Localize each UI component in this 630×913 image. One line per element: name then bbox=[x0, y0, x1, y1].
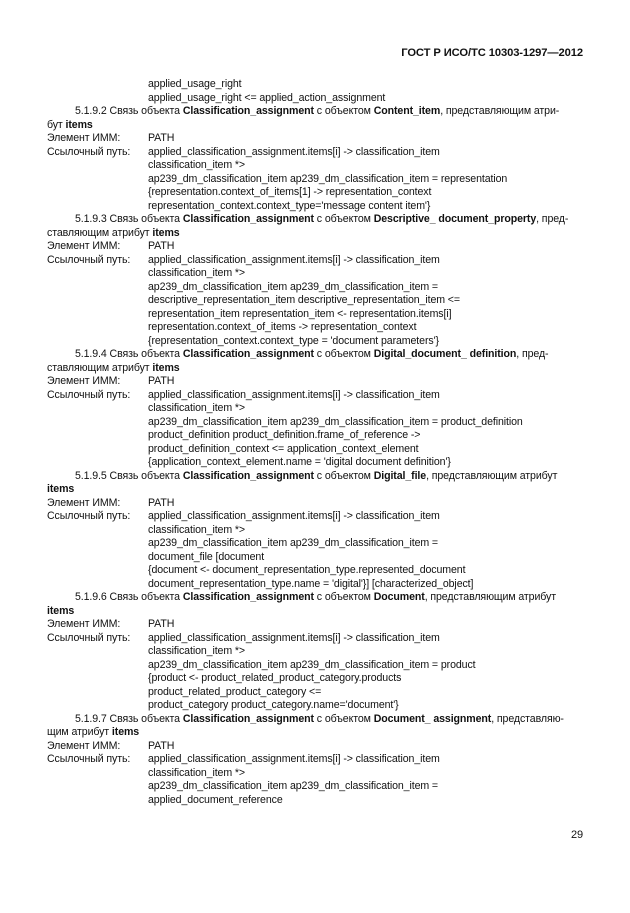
heading-text: бут bbox=[47, 118, 66, 131]
section-heading bbox=[47, 105, 583, 119]
label-spacer bbox=[47, 794, 148, 808]
reference-path-line bbox=[47, 794, 583, 808]
heading-text: , пред- bbox=[516, 348, 549, 360]
entity-name: Descriptive_ document_property bbox=[373, 213, 537, 225]
label-spacer bbox=[47, 456, 148, 470]
reference-path-line bbox=[47, 146, 583, 160]
reference-path-text: document_file [document bbox=[148, 550, 265, 563]
reference-path-line bbox=[47, 699, 583, 713]
label-spacer bbox=[47, 578, 148, 592]
label-spacer bbox=[47, 308, 148, 322]
reference-path-label: Ссылочный путь: bbox=[47, 631, 131, 644]
section-heading bbox=[47, 348, 583, 362]
reference-path-text: product_definition_context <= application_context_element bbox=[148, 442, 419, 455]
reference-path-text: ap239_dm_classification_item ap239_dm_classification_item = product_definition bbox=[148, 415, 523, 428]
label-spacer bbox=[47, 686, 148, 700]
label-spacer bbox=[47, 173, 148, 187]
section-5-1-9-3 bbox=[47, 213, 583, 348]
heading-text: с объектом bbox=[313, 105, 374, 117]
reference-path-line bbox=[47, 780, 583, 794]
reference-path-text: applied_classification_assignment.items[i] -> classification_item bbox=[148, 253, 440, 266]
entity-name: Classification_assignment bbox=[182, 348, 314, 360]
reference-path-text: {document <- document_representation_type.represented_document bbox=[148, 564, 466, 576]
reference-path-text: document_representation_type.name = 'digital'}] [characterized_object] bbox=[148, 577, 474, 590]
reference-path-line bbox=[47, 510, 583, 524]
reference-path-text: {representation_context.context_type = 'document parameters'} bbox=[148, 334, 439, 347]
reference-path-line bbox=[47, 321, 583, 335]
heading-text: , представляющим атрибут bbox=[424, 591, 556, 603]
section-number: 5.1.9.6 bbox=[75, 591, 107, 603]
section-number: 5.1.9.4 bbox=[75, 348, 107, 360]
reference-path-line bbox=[47, 429, 583, 443]
section-5-1-9-7 bbox=[47, 713, 583, 808]
element-value: PATH bbox=[148, 132, 175, 144]
reference-path-text: ap239_dm_classification_item ap239_dm_classification_item = representation bbox=[148, 172, 508, 185]
section-heading-cont bbox=[47, 726, 583, 740]
label-spacer bbox=[47, 564, 148, 578]
heading-text: с объектом bbox=[313, 348, 374, 360]
reference-path-text: ap239_dm_classification_item ap239_dm_classification_item = bbox=[148, 780, 439, 792]
section-heading-cont bbox=[47, 483, 583, 497]
attribute-name: items bbox=[152, 361, 180, 374]
reference-path-line bbox=[47, 443, 583, 457]
reference-path-text: {representation.context_of_items[1] -> representation_context bbox=[148, 186, 432, 198]
entity-name: Digital_document_ definition bbox=[373, 348, 517, 360]
label-spacer bbox=[47, 645, 148, 659]
reference-path-line bbox=[47, 767, 583, 781]
element-row bbox=[47, 497, 583, 511]
reference-path-line bbox=[47, 578, 583, 592]
section-heading-cont bbox=[47, 119, 583, 133]
reference-path-text: {product <- product_related_product_category.products bbox=[148, 672, 402, 684]
label-spacer bbox=[47, 672, 148, 686]
reference-path-label: Ссылочный путь: bbox=[47, 145, 131, 158]
label-spacer bbox=[47, 321, 148, 335]
attribute-name: items bbox=[152, 226, 180, 239]
label-spacer bbox=[47, 200, 148, 214]
heading-text: , представляющим атри- bbox=[440, 105, 560, 117]
section-heading-cont bbox=[47, 605, 583, 619]
section-5-1-9-4 bbox=[47, 348, 583, 470]
entity-name: Classification_assignment bbox=[182, 105, 314, 117]
section-5-1-9-2 bbox=[47, 105, 583, 213]
section-5-1-9-6 bbox=[47, 591, 583, 713]
reference-path-line bbox=[47, 524, 583, 538]
reference-path-line bbox=[47, 173, 583, 187]
entity-name: Document bbox=[373, 591, 425, 603]
entity-name: Classification_assignment bbox=[182, 591, 314, 603]
reference-path-line bbox=[47, 281, 583, 295]
reference-path-line bbox=[47, 564, 583, 578]
label-spacer bbox=[47, 335, 148, 349]
entity-name: Classification_assignment bbox=[182, 213, 314, 225]
label-spacer bbox=[47, 402, 148, 416]
element-label: Элемент ИММ: bbox=[47, 496, 121, 509]
element-row bbox=[47, 375, 583, 389]
label-spacer bbox=[47, 524, 148, 538]
entity-name: Document_ assignment bbox=[373, 712, 492, 725]
reference-path-line bbox=[47, 294, 583, 308]
reference-path-line bbox=[47, 456, 583, 470]
reference-path-text: applied_document_reference bbox=[148, 793, 283, 806]
reference-path-line bbox=[47, 267, 583, 281]
reference-path-line bbox=[47, 254, 583, 268]
reference-path-line bbox=[47, 645, 583, 659]
reference-path-text: classification_item *> bbox=[148, 523, 246, 536]
label-spacer bbox=[47, 267, 148, 281]
heading-text: ставляющим атрибут bbox=[47, 226, 153, 239]
reference-path-text: classification_item *> bbox=[148, 159, 246, 171]
element-row bbox=[47, 132, 583, 146]
heading-text: с объектом bbox=[313, 213, 374, 225]
entity-name: Classification_assignment bbox=[182, 469, 314, 482]
reference-path-line bbox=[47, 308, 583, 322]
section-heading bbox=[47, 713, 583, 727]
reference-path-line bbox=[47, 402, 583, 416]
reference-path-text: ap239_dm_classification_item ap239_dm_classification_item = product bbox=[148, 658, 476, 671]
sections-container bbox=[47, 105, 583, 807]
reference-path-label: Ссылочный путь: bbox=[47, 753, 131, 765]
label-spacer bbox=[47, 537, 148, 551]
page-number: 29 bbox=[570, 829, 583, 841]
element-value: PATH bbox=[148, 375, 175, 387]
text-line: applied_usage_right bbox=[148, 78, 242, 90]
reference-path-line bbox=[47, 416, 583, 430]
heading-text: ставляющим атрибут bbox=[47, 361, 153, 374]
element-value: PATH bbox=[148, 496, 175, 509]
attribute-name: items bbox=[111, 726, 140, 738]
reference-path-text: applied_classification_assignment.items[i] -> classification_item bbox=[148, 388, 440, 401]
label-spacer bbox=[47, 281, 148, 295]
section-number: 5.1.9.7 bbox=[75, 712, 107, 725]
reference-path-line bbox=[47, 551, 583, 565]
label-spacer bbox=[47, 767, 148, 781]
reference-path-label: Ссылочный путь: bbox=[47, 388, 131, 401]
heading-text: Связь объекта bbox=[109, 469, 183, 482]
element-value: PATH bbox=[148, 240, 175, 252]
reference-path-text: applied_classification_assignment.items[i] -> classification_item bbox=[148, 753, 440, 765]
section-heading bbox=[47, 470, 583, 484]
attribute-name: items bbox=[65, 118, 93, 131]
reference-path-text: applied_classification_assignment.items[i] -> classification_item bbox=[148, 631, 440, 644]
element-label: Элемент ИММ: bbox=[47, 739, 121, 752]
reference-path-text: classification_item *> bbox=[148, 645, 246, 657]
section-heading-cont bbox=[47, 362, 583, 376]
heading-text: Связь объекта bbox=[109, 105, 183, 117]
label-spacer bbox=[47, 443, 148, 457]
heading-text: Связь объекта bbox=[109, 348, 183, 360]
reference-path-text: product_related_product_category <= bbox=[148, 685, 322, 698]
text-line: applied_usage_right <= applied_action_assignment bbox=[148, 91, 386, 104]
reference-path-text: applied_classification_assignment.items[i] -> classification_item bbox=[148, 145, 440, 158]
reference-path-line bbox=[47, 672, 583, 686]
document-body bbox=[47, 78, 583, 807]
reference-path-label: Ссылочный путь: bbox=[47, 510, 131, 522]
reference-path-text: {application_context_element.name = 'digital document definition'} bbox=[148, 456, 451, 468]
reference-path-text: ap239_dm_classification_item ap239_dm_classification_item = bbox=[148, 280, 439, 293]
reference-path-text: product_category product_category.name='document'} bbox=[148, 699, 399, 711]
section-heading-cont bbox=[47, 227, 583, 241]
label-spacer bbox=[47, 294, 148, 308]
section-5-1-9-5 bbox=[47, 470, 583, 592]
element-row bbox=[47, 740, 583, 754]
reference-path-text: applied_classification_assignment.items[i] -> classification_item bbox=[148, 510, 440, 522]
attribute-name: items bbox=[47, 604, 75, 617]
label-spacer bbox=[47, 551, 148, 565]
reference-path-text: classification_item *> bbox=[148, 267, 246, 279]
reference-path-line bbox=[47, 389, 583, 403]
label-spacer bbox=[47, 416, 148, 430]
heading-text: , пред- bbox=[536, 213, 569, 225]
reference-path-text: ap239_dm_classification_item ap239_dm_classification_item = bbox=[148, 537, 439, 549]
element-label: Элемент ИММ: bbox=[47, 375, 121, 387]
entity-name: Content_item bbox=[373, 105, 441, 117]
reference-path-text: representation_context.context_type='message content item'} bbox=[148, 199, 431, 212]
element-row bbox=[47, 240, 583, 254]
reference-path-line bbox=[47, 335, 583, 349]
label-spacer bbox=[47, 699, 148, 713]
element-label: Элемент ИММ: bbox=[47, 132, 121, 144]
reference-path-line bbox=[47, 537, 583, 551]
reference-path-line bbox=[47, 159, 583, 173]
label-spacer bbox=[47, 659, 148, 673]
label-spacer bbox=[47, 186, 148, 200]
reference-path-text: descriptive_representation_item descriptive_representation_item <= bbox=[148, 294, 460, 306]
reference-path-line bbox=[47, 186, 583, 200]
label-spacer bbox=[47, 429, 148, 443]
reference-path-text: representation.context_of_items -> representation_context bbox=[148, 321, 417, 333]
reference-path-text: classification_item *> bbox=[148, 766, 246, 779]
heading-text: с объектом bbox=[313, 591, 374, 603]
reference-path-text: classification_item *> bbox=[148, 402, 246, 414]
element-value: PATH bbox=[148, 618, 175, 630]
heading-text: с объектом bbox=[313, 712, 374, 725]
heading-text: щим атрибут bbox=[47, 726, 112, 738]
heading-text: Связь объекта bbox=[109, 213, 183, 225]
section-number: 5.1.9.3 bbox=[75, 213, 107, 225]
reference-path-label: Ссылочный путь: bbox=[47, 253, 131, 266]
reference-path-text: product_definition product_definition.frame_of_reference -> bbox=[148, 429, 421, 441]
element-value: PATH bbox=[148, 739, 175, 752]
section-number: 5.1.9.5 bbox=[75, 469, 107, 482]
reference-path-line bbox=[47, 632, 583, 646]
reference-path-line bbox=[47, 686, 583, 700]
attribute-name: items bbox=[47, 483, 75, 495]
entity-name: Digital_file bbox=[373, 469, 427, 482]
reference-path-line bbox=[47, 753, 583, 767]
document-header: ГОСТ Р ИСО/ТС 10303-1297—2012 bbox=[401, 47, 583, 59]
heading-text: , представляющим атрибут bbox=[426, 469, 558, 482]
heading-text: , представляю- bbox=[491, 712, 564, 725]
heading-text: с объектом bbox=[313, 469, 374, 482]
entity-name: Classification_assignment bbox=[182, 712, 314, 725]
reference-path-line bbox=[47, 200, 583, 214]
section-heading bbox=[47, 213, 583, 227]
heading-text: Связь объекта bbox=[109, 591, 183, 603]
element-label: Элемент ИММ: bbox=[47, 618, 121, 630]
element-row bbox=[47, 618, 583, 632]
section-heading bbox=[47, 591, 583, 605]
reference-path-text: representation_item representation_item <- representation.items[i] bbox=[148, 307, 452, 320]
element-label: Элемент ИММ: bbox=[47, 240, 121, 252]
section-number: 5.1.9.2 bbox=[75, 105, 107, 117]
label-spacer bbox=[47, 159, 148, 173]
heading-text: Связь объекта bbox=[109, 712, 183, 725]
reference-path-line bbox=[47, 659, 583, 673]
label-spacer bbox=[47, 780, 148, 794]
